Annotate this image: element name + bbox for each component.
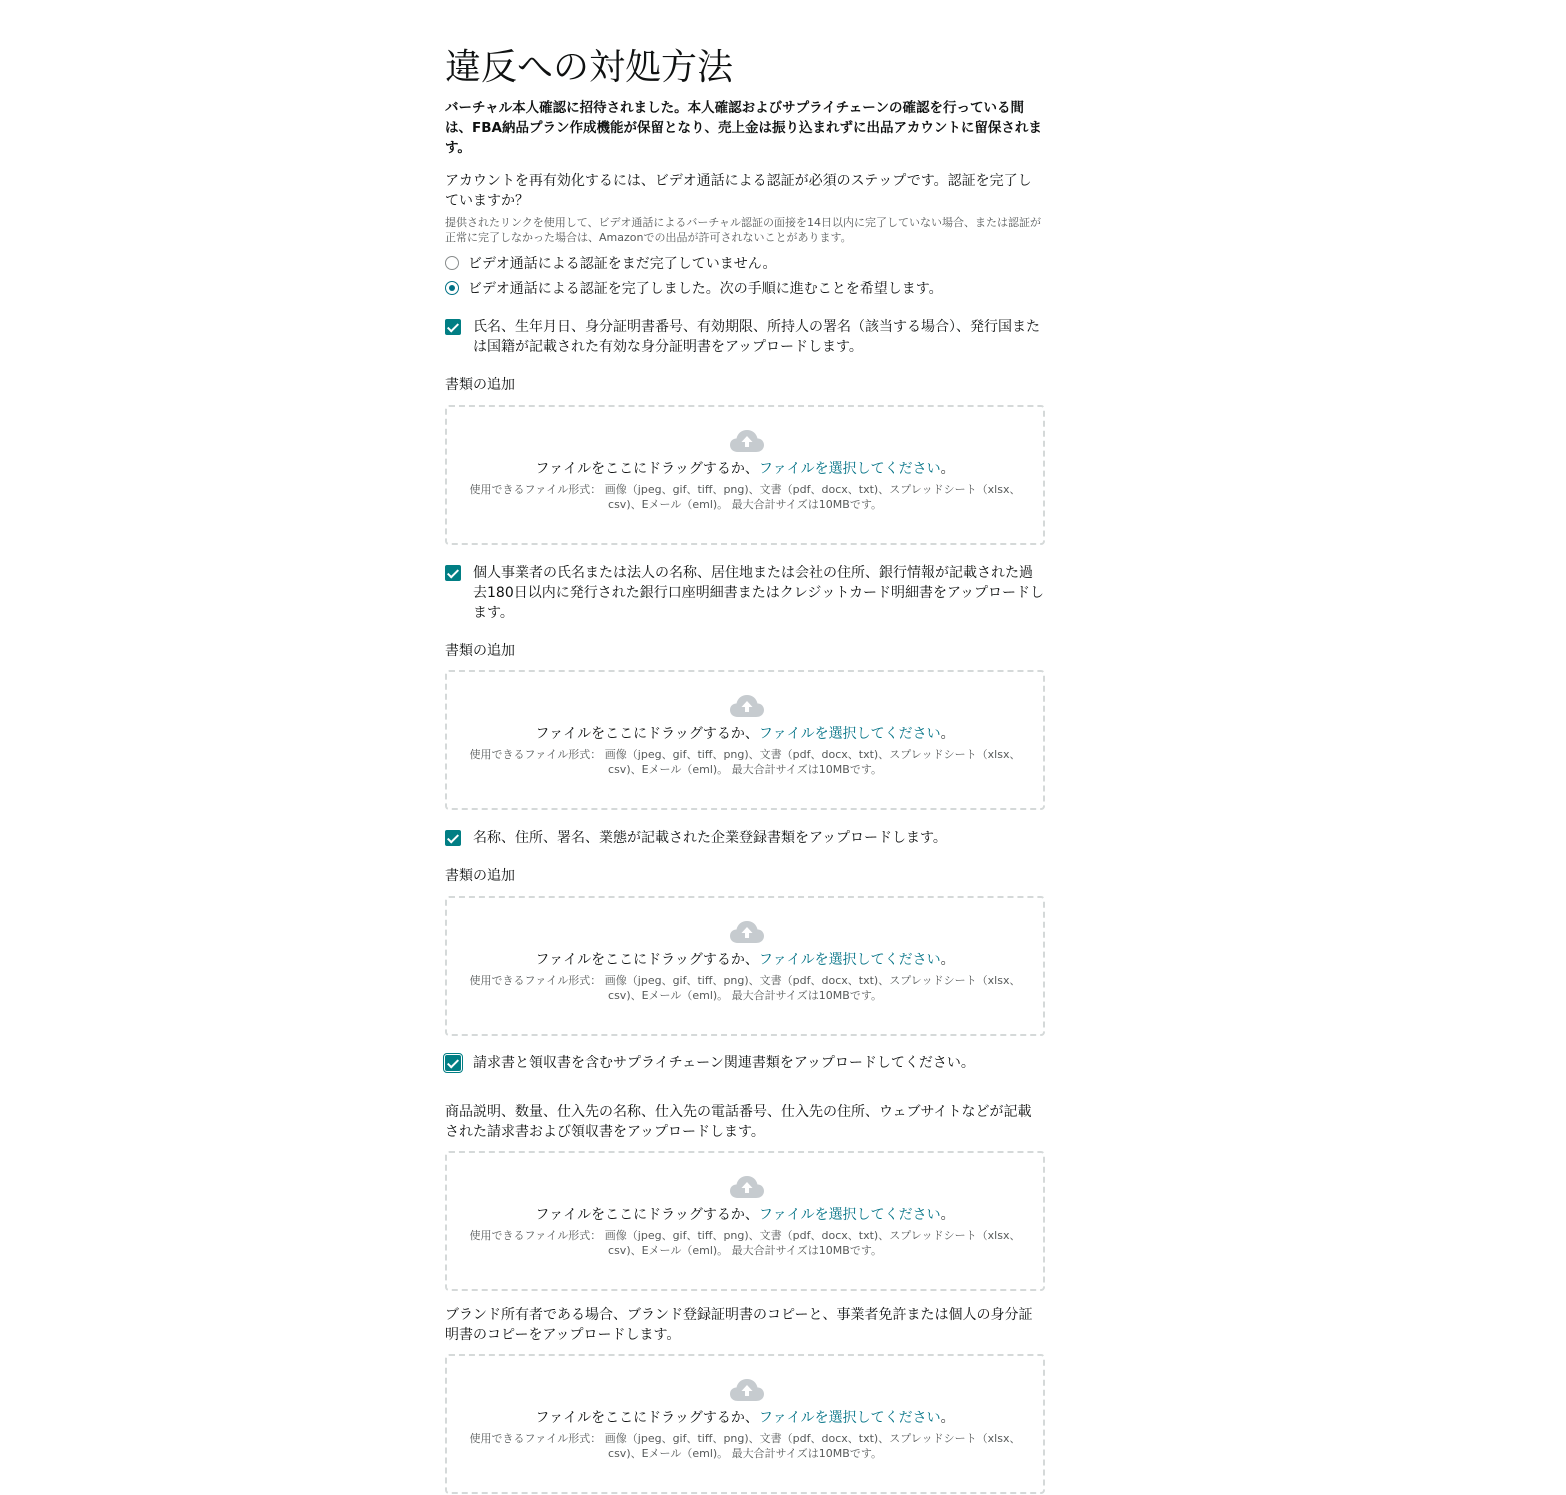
period-text: 。 — [940, 1410, 955, 1426]
checkbox-checked[interactable] — [445, 830, 461, 846]
checkbox-business-registration[interactable] — [445, 828, 1045, 848]
drag-text: ファイルをここにドラッグするか、 — [535, 726, 759, 742]
period-text: 。 — [940, 1207, 955, 1223]
dropzone-instructions — [447, 724, 1043, 744]
verification-question: アカウントを再有効化するには、ビデオ通話による認証が必須のステップです。認証を完了していますか？ — [445, 173, 1032, 209]
add-document-label: 書類の追加 — [445, 643, 515, 659]
cloud-upload-icon — [729, 920, 765, 944]
drag-text: ファイルをここにドラッグするか、 — [535, 952, 759, 968]
file-format-hint: 使用できるファイル形式： 画像（jpeg、gif、tiff、png)、文書（pdf、docx、txt)、スプレッドシート（xlsx、csv)、Eメール（eml)。 最大合計サイズは10MBです。 — [469, 748, 1021, 776]
cloud-upload-icon — [729, 1175, 765, 1199]
file-format-hint: 使用できるファイル形式： 画像（jpeg、gif、tiff、png)、文書（pdf、docx、txt)、スプレッドシート（xlsx、csv)、Eメール（eml)。 最大合計サイズは10MBです。 — [469, 1229, 1021, 1257]
checkbox-label: 個人事業者の氏名または法人の名称、居住地または会社の住所、銀行情報が記載された過去180日以内に発行された銀行口座明細書またはクレジットカード明細書をアップロードします。 — [473, 565, 1044, 621]
drag-text: ファイルをここにドラッグするか、 — [535, 461, 759, 477]
dropzone-instructions — [447, 459, 1043, 479]
checkbox-identity-document[interactable] — [445, 317, 1045, 357]
cloud-upload-icon — [729, 429, 765, 453]
checkbox-label: 氏名、生年月日、身分証明書番号、有効期限、所持人の署名（該当する場合）、発行国または国籍が記載された有効な身分証明書をアップロードします。 — [473, 319, 1040, 355]
period-text: 。 — [940, 726, 955, 742]
radio-label: ビデオ通話による認証をまだ完了していません。 — [468, 256, 777, 272]
add-document-label: 書類の追加 — [445, 868, 515, 884]
dropzone-instructions — [447, 1205, 1043, 1225]
checkbox-label: 名称、住所、署名、業態が記載された企業登録書類をアップロードします。 — [473, 830, 947, 846]
drag-text: ファイルをここにドラッグするか、 — [535, 1207, 759, 1223]
select-file-link[interactable]: ファイルを選択してください — [758, 952, 941, 968]
select-file-link[interactable]: ファイルを選択してください — [758, 461, 941, 477]
file-dropzone-identity[interactable] — [445, 405, 1045, 545]
dropzone-instructions — [447, 950, 1043, 970]
checkbox-checked[interactable] — [445, 565, 461, 581]
verification-note: 提供されたリンクを使用して、ビデオ通話によるバーチャル認証の面接を14日以内に完了していない場合、または認証が正常に完了しなかった場合は、Amazonでの出品が許可されないことがあります。 — [445, 216, 1042, 244]
radio-completed[interactable] — [445, 278, 943, 298]
dropzone-instructions — [447, 1408, 1043, 1428]
period-text: 。 — [940, 461, 955, 477]
radio-button[interactable] — [445, 256, 459, 270]
checkbox-bank-statement[interactable] — [445, 563, 1045, 623]
radio-button-selected[interactable] — [445, 281, 459, 295]
supply-chain-description: 商品説明、数量、仕入先の名称、仕入先の電話番号、仕入先の住所、ウェブサイトなどが記載された請求書および領収書をアップロードします。 — [445, 1104, 1032, 1140]
file-format-hint: 使用できるファイル形式： 画像（jpeg、gif、tiff、png)、文書（pdf、docx、txt)、スプレッドシート（xlsx、csv)、Eメール（eml)。 最大合計サイズは10MBです。 — [469, 974, 1021, 1002]
page-title: 違反への対処方法 — [445, 47, 734, 88]
select-file-link[interactable]: ファイルを選択してください — [758, 1410, 941, 1426]
radio-not-completed[interactable] — [445, 253, 777, 273]
file-dropzone-bank-statement[interactable] — [445, 670, 1045, 810]
add-document-label: 書類の追加 — [445, 377, 515, 393]
file-dropzone-brand[interactable] — [445, 1354, 1045, 1494]
select-file-link[interactable]: ファイルを選択してください — [758, 1207, 941, 1223]
file-format-hint: 使用できるファイル形式： 画像（jpeg、gif、tiff、png)、文書（pdf、docx、txt)、スプレッドシート（xlsx、csv)、Eメール（eml)。 最大合計サイズは10MBです。 — [469, 483, 1021, 511]
checkbox-label: 請求書と領収書を含むサプライチェーン関連書類をアップロードしてください。 — [473, 1055, 975, 1071]
file-format-hint: 使用できるファイル形式： 画像（jpeg、gif、tiff、png)、文書（pdf、docx、txt)、スプレッドシート（xlsx、csv)、Eメール（eml)。 最大合計サイズは10MBです。 — [469, 1432, 1021, 1460]
checkbox-checked[interactable] — [445, 319, 461, 335]
select-file-link[interactable]: ファイルを選択してください — [758, 726, 941, 742]
checkbox-checked-focused[interactable] — [445, 1055, 461, 1071]
cloud-upload-icon — [729, 1378, 765, 1402]
cloud-upload-icon — [729, 694, 765, 718]
radio-label: ビデオ通話による認証を完了しました。次の手順に進むことを希望します。 — [468, 281, 943, 297]
brand-owner-description: ブランド所有者である場合、ブランド登録証明書のコピーと、事業者免許または個人の身分証明書のコピーをアップロードします。 — [445, 1307, 1033, 1343]
checkbox-supply-chain[interactable] — [445, 1053, 1045, 1073]
file-dropzone-business-registration[interactable] — [445, 896, 1045, 1036]
period-text: 。 — [940, 952, 955, 968]
drag-text: ファイルをここにドラッグするか、 — [535, 1410, 759, 1426]
intro-notice: バーチャル本人確認に招待されました。本人確認およびサプライチェーンの確認を行っている間は、FBA納品プラン作成機能が保留となり、売上金は振り込まれずに出品アカウントに留保されます。 — [445, 100, 1042, 156]
file-dropzone-supply-chain[interactable] — [445, 1151, 1045, 1291]
